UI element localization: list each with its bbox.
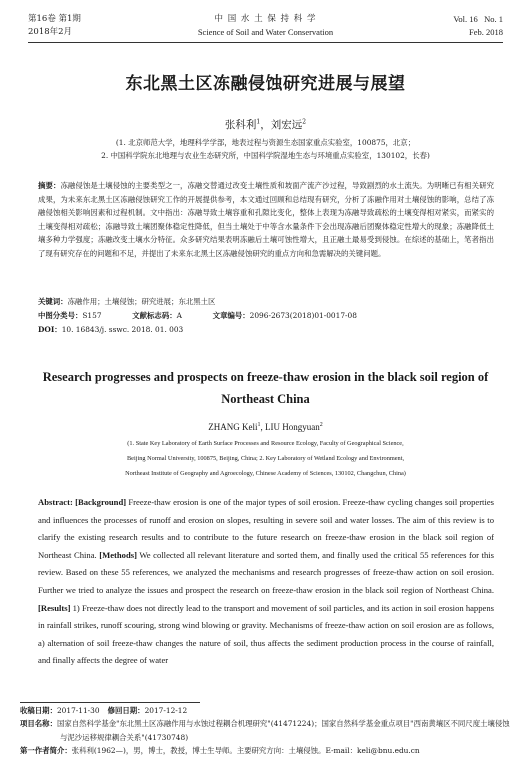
first-author-label: 第一作者简介： [20,746,72,755]
author-zh-2: 刘宏远 [270,119,303,131]
keywords-zh [38,296,215,308]
results-text: 1) Freeze-thaw does not directly lead to the transport and movement of soil particles, and its action in soil erosion happens in rainfall strikes, runoff scouring, strong wind blowing or gravity. Mechanisms of freeze-thaw action on soil erosion are as follows, a) alternation of soil freeze-thaw changes the nature of soil, thus affects the sediment production process in the course of rainfall, and finally affects the degree of water [38,602,494,666]
affiliation-en-1: (1. State Key Laboratory of Earth Surface Processes and Resource Ecology, Faculty of Geographical Science, [127,440,404,447]
journal-name-en: Science of Soil and Water Conservation [197,27,334,37]
affiliation-en-3: Northeast Institute of Geography and Agroecology, Chinese Academy of Sciences, 130102, Changchun, China) [125,470,406,477]
author-zh-2-affil: 2 [302,118,307,126]
classification-line [38,310,357,322]
author-separator-en: , [260,422,265,432]
abstract-zh-label: 摘要： [38,181,61,190]
first-author-bio: 张科利(1962—)，男，博士，教授，博士生导师。主要研究方向：土壤侵蚀。E-mail：keli@bnu.edu.cn [71,746,420,755]
volume-issue-zh: 第16卷 第1期 [28,14,81,24]
project-label: 项目名称： [20,719,57,728]
keywords-zh-text: 冻融作用；土壤侵蚀；研究进展；东北黑土区 [67,297,216,306]
date-zh: 2018年2月 [28,27,73,37]
revised-label: 修回日期： [107,706,145,715]
doi-line [38,324,183,336]
doccode-value: A [176,311,182,320]
author-en-2-affil: 2 [319,422,323,428]
methods-label: [Methods] [99,549,137,560]
abstract-en [38,494,494,670]
article-number-value: 2096-2673(2018)01-0017-08 [249,311,357,320]
affiliation-en-2: Beijing Normal University, 100875, Beijing, China; 2. Key Laboratory of Wetland Ecology and Environment, [126,455,405,462]
background-label: [Background] [75,497,127,507]
header-rule [28,42,503,43]
article-number-label: 文章编号： [212,311,250,320]
author-separator: ， [260,119,271,131]
received-label: 收稿日期： [20,706,57,715]
author-en-2: LIU Hongyuan [265,422,320,432]
date-en: Feb. 2018 [469,27,503,37]
affiliation-zh-2: 2. 中国科学院东北地理与农业生态研究所，中国科学院湿地生态与环境重点实验室，130102，长春) [101,151,430,160]
author-en-1: ZHANG Keli [208,422,258,432]
clc-value: S157 [82,311,102,320]
journal-name-zh: 中 国 水 土 保 持 科 学 [214,14,317,24]
background-text: Freeze-thaw erosion is one of the major types of soil erosion. Freeze-thaw cycling changes soil properties and influences the processes of runoff and erosion on slopes, resulting in severe soil and water losses. The aim of this review is to clarify the existing research results and to contribute to the future research on freeze-thaw erosion in the black soil region of Northeast China. [38,497,494,560]
abstract-zh [38,179,494,260]
author-en-1-affil: 1 [257,422,261,428]
received-date: 2017-11-30 [56,706,100,715]
revised-date: 2017-12-12 [144,706,188,715]
doi-value: 10. 16843/j. sswc. 2018. 01. 003 [61,325,184,334]
footnote-dates [20,704,511,718]
author-zh-1: 张科利 [224,119,257,131]
clc-label: 中图分类号： [38,311,83,320]
footnote-rule [20,702,200,703]
paper-title-zh: 东北黑土区冻融侵蚀研究进展与展望 [125,74,406,94]
abstract-zh-text: 冻融侵蚀是土壤侵蚀的主要类型之一，冻融交替通过改变土壤性质和坡面产流产沙过程，导致剧烈的水土流失。为明晰已有相关研究成果，为未来东北黑土区冻融侵蚀研究工作的开展提供参考，本文通过回顾和总结现有研究，分析了冻融作用对土壤侵蚀的影响，总结了冻融侵蚀相关影响因素和过程机制。文中指出：冻融导致土壤容重和孔隙比变化，整体上表现为冻融导致疏松的土壤变得相对紧实，而紧实的土壤变得相对疏松；冻融导致土壤团聚体稳定性降低，但当土壤处于中等含水量条件下会出现冻融后团聚体稳定性增大的现象；冻融降低土壤多种力学强度；冻融改变土壤水分特征。众多研究结果表明冻融后土壤可蚀性增大，且正融土最易受到侵蚀。在综述的基础上，笔者指出了现有研究存在的问题和不足，并提出了未来东北黑土区冻融侵蚀研究的重点方向和急需解决的关键问题。 [38,181,494,258]
author-zh-1-affil: 1 [256,118,261,126]
doi-label: DOI： [38,325,62,334]
results-label: [Results] [38,602,71,613]
methods-text: We collected all relevant literature and sorted them, and finally used the critical 55 references for this review. Based on these 55 references, we analyzed the mechanisms and research progresses of freeze-thaw action on soil erosion. Further we tried to analyze the issues and prospect the research on freeze-thaw erosion in the black soil region of Northeast China. [38,549,494,595]
footnote-author [20,744,511,758]
footnote-project [20,717,511,744]
keywords-zh-label: 关键词： [38,297,68,306]
authors-en [0,422,531,432]
paper-title-en: Research progresses and prospects on freeze-thaw erosion in the black soil region of Northeast China [42,370,489,406]
affiliation-zh-1: (1. 北京师范大学，地理科学学部，地表过程与资源生态国家重点实验室，100875，北京； [115,138,416,147]
project-text: 国家自然科学基金"东北黑土区冻融作用与水蚀过程耦合机理研究"(41471224)；国家自然科学基金重点项目"西南黄壤区不同尺度土壤侵蚀与泥沙运移规律耦合关系"(41730748) [56,719,510,742]
abstract-en-label: Abstract: [38,497,73,507]
authors-zh [0,117,531,132]
volume-issue-en: Vol. 16 No. 1 [453,14,503,24]
doccode-label: 文献标志码： [132,311,177,320]
